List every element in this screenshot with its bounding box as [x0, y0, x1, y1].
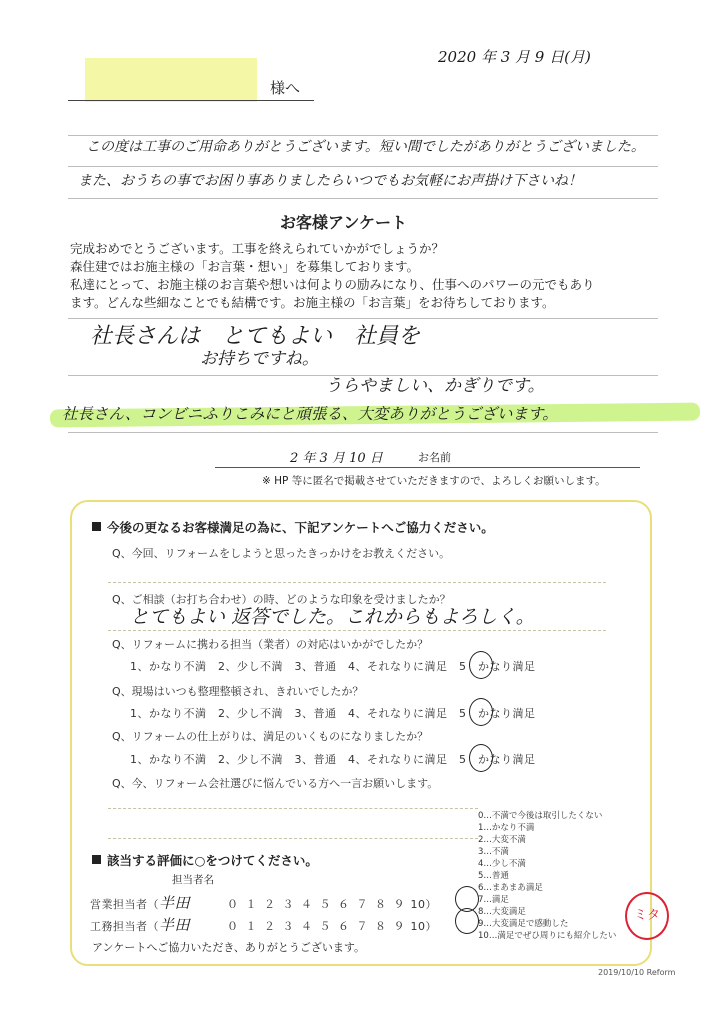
hp-note: ※ HP 等に匿名で掲載させていただきますので、よろしくお願いします。	[262, 475, 606, 487]
rating-5: 5…普通	[478, 871, 509, 881]
eval-row-sales	[90, 892, 437, 913]
square-bullet-icon	[92, 522, 101, 531]
comment-line-1: 社長さんは とてもよい 社員を	[90, 324, 421, 349]
name-label: お名前	[418, 451, 451, 464]
option-2[interactable]: 2、少し不満	[218, 660, 283, 673]
recipient-suffix: 様へ	[270, 79, 301, 97]
question-3: Q、リフォームに携わる担当（業者）の対応はいかがでしたか？	[112, 638, 429, 651]
comment-line-4: 社長さん、コンビニふりこみにと頑張る、大変ありがとうございます。	[62, 405, 558, 423]
intro-3: 私達にとって、お施主様のお言葉や想いは何よりの励みになり、仕事へのパワーの元でもあり	[70, 277, 595, 292]
staff-header: 担当者名	[172, 874, 214, 886]
rating-9: 9…大変満足で感動した	[478, 919, 569, 929]
answer-2: とてもよい 返答でした。これからもよろしく。	[130, 606, 535, 628]
option-4[interactable]: 4、それなりに満足	[348, 660, 448, 673]
option-2[interactable]: 2、少し不満	[218, 707, 283, 720]
reply-date: 2 年 3 月 10 日	[290, 451, 383, 466]
eval-row-construction	[90, 914, 437, 935]
rating-3: 3…不満	[478, 847, 509, 857]
rating-scale	[478, 810, 638, 942]
selected-circle	[469, 744, 493, 772]
construction-label: 工務担当者（	[90, 920, 159, 933]
red-stamp	[625, 892, 669, 940]
question-5: Q、リフォームの仕上がりは、満足のいくものになりましたか？	[112, 730, 429, 743]
answer-line	[108, 582, 606, 583]
answer-line	[108, 808, 478, 809]
answer-line	[108, 838, 478, 839]
message-line-2: また、おうちの事でお困り事ありましたらいつでもお気軽にお声掛け下さいね！	[78, 173, 582, 189]
construction-staff-name: 半田	[159, 916, 191, 934]
selected-circle	[455, 908, 479, 934]
option-3[interactable]: 3、普通	[294, 660, 337, 673]
evaluation-heading	[92, 851, 318, 869]
question-2: Q、ご相談（お打ち合わせ）の時、どのような印象を受けましたか？	[112, 593, 451, 606]
thanks: アンケートへご協力いただき、ありがとうございます。	[92, 941, 366, 954]
option-5[interactable]: 5	[459, 660, 467, 673]
question-1: Q、今回、リフォームをしようと思ったきっかけをお教えください。	[112, 547, 451, 560]
option-4[interactable]: 4、それなりに満足	[348, 707, 448, 720]
rating-1: 1…かなり不満	[478, 823, 535, 833]
rating-10: 10…満足でぜひ周りにも紹介したい	[478, 931, 617, 941]
intro-4: ます。どんな些細なことでも結構です。お施主様の「お言葉」をお待ちしております。	[70, 295, 555, 310]
option-3[interactable]: 3、普通	[294, 753, 337, 766]
sales-digits[interactable]: ０ １ ２ ３ ４ ５ ６ ７ ８ ９	[227, 898, 407, 911]
construction-score-10[interactable]: 10	[410, 920, 426, 933]
rating-7: 7…満足	[478, 895, 509, 905]
option-5[interactable]: 5	[459, 753, 467, 766]
rating-4: 4…少し不満	[478, 859, 526, 869]
comment-line-2: お持ちですね。	[200, 349, 319, 369]
construction-digits[interactable]: ０ １ ２ ３ ４ ５ ６ ７ ８ ９	[227, 920, 407, 933]
date-underline	[215, 467, 640, 468]
option-4[interactable]: 4、それなりに満足	[348, 753, 448, 766]
selected-circle	[469, 698, 493, 726]
rule	[68, 166, 658, 167]
option-1[interactable]: 1、かなり不満	[130, 753, 207, 766]
option-3[interactable]: 3、普通	[294, 707, 337, 720]
option-1[interactable]: 1、かなり不満	[130, 707, 207, 720]
answer-line	[108, 630, 606, 631]
intro-1: 完成おめでとうございます。工事を終えられていかがでしょうか？	[70, 241, 445, 256]
rule	[68, 198, 658, 199]
rule	[68, 432, 658, 433]
option-5-label: かなり満足	[478, 707, 536, 720]
comment-line-3: うらやましい、かぎりです。	[325, 376, 545, 396]
message-line-1: この度は工事のご用命ありがとうございます。短い間でしたがありがとうございました。	[86, 139, 645, 155]
rating-0: 0…不満で今後は取引したくない	[478, 811, 603, 821]
option-5-label: かなり満足	[478, 753, 536, 766]
option-5[interactable]: 5	[459, 707, 467, 720]
date: 2020 年 3 月 9 日(月)	[438, 48, 591, 66]
sales-score-10[interactable]: 10	[410, 898, 426, 911]
questionnaire-heading	[92, 518, 494, 536]
questionnaire-heading-text: 今後の更なるお客様満足の為に、下記アンケートへご協力ください。	[107, 520, 494, 535]
stamp-text: ミタ	[633, 908, 660, 923]
option-5-label: かなり満足	[478, 660, 536, 673]
rating-2: 2…大変不満	[478, 835, 526, 845]
evaluation-heading-text: 該当する評価に○をつけてください。	[107, 853, 318, 868]
option-1[interactable]: 1、かなり不満	[130, 660, 207, 673]
question-6: Q、今、リフォーム会社選びに悩んでいる方へ一言お願いします。	[112, 777, 439, 790]
sales-label: 営業担当者（	[90, 898, 159, 911]
square-bullet-icon	[92, 855, 101, 864]
selected-circle	[469, 651, 493, 679]
rating-8: 8…大変満足	[478, 907, 526, 917]
footer-version: 2019/10/10 Reform	[598, 968, 676, 977]
sales-close: ）	[425, 898, 437, 911]
construction-close: ）	[425, 920, 437, 933]
question-4: Q、現場はいつも整理整頓され、きれいでしたか？	[112, 685, 364, 698]
intro-2: 森住建ではお施主様の「お言葉・想い」を募集しております。	[70, 259, 420, 274]
option-2[interactable]: 2、少し不満	[218, 753, 283, 766]
survey-title: お客様アンケート	[280, 213, 408, 232]
recipient-name-redacted	[85, 58, 257, 102]
rating-6: 6…まあまあ満足	[478, 883, 543, 893]
sales-staff-name: 半田	[159, 894, 191, 912]
recipient-underline	[68, 100, 314, 101]
